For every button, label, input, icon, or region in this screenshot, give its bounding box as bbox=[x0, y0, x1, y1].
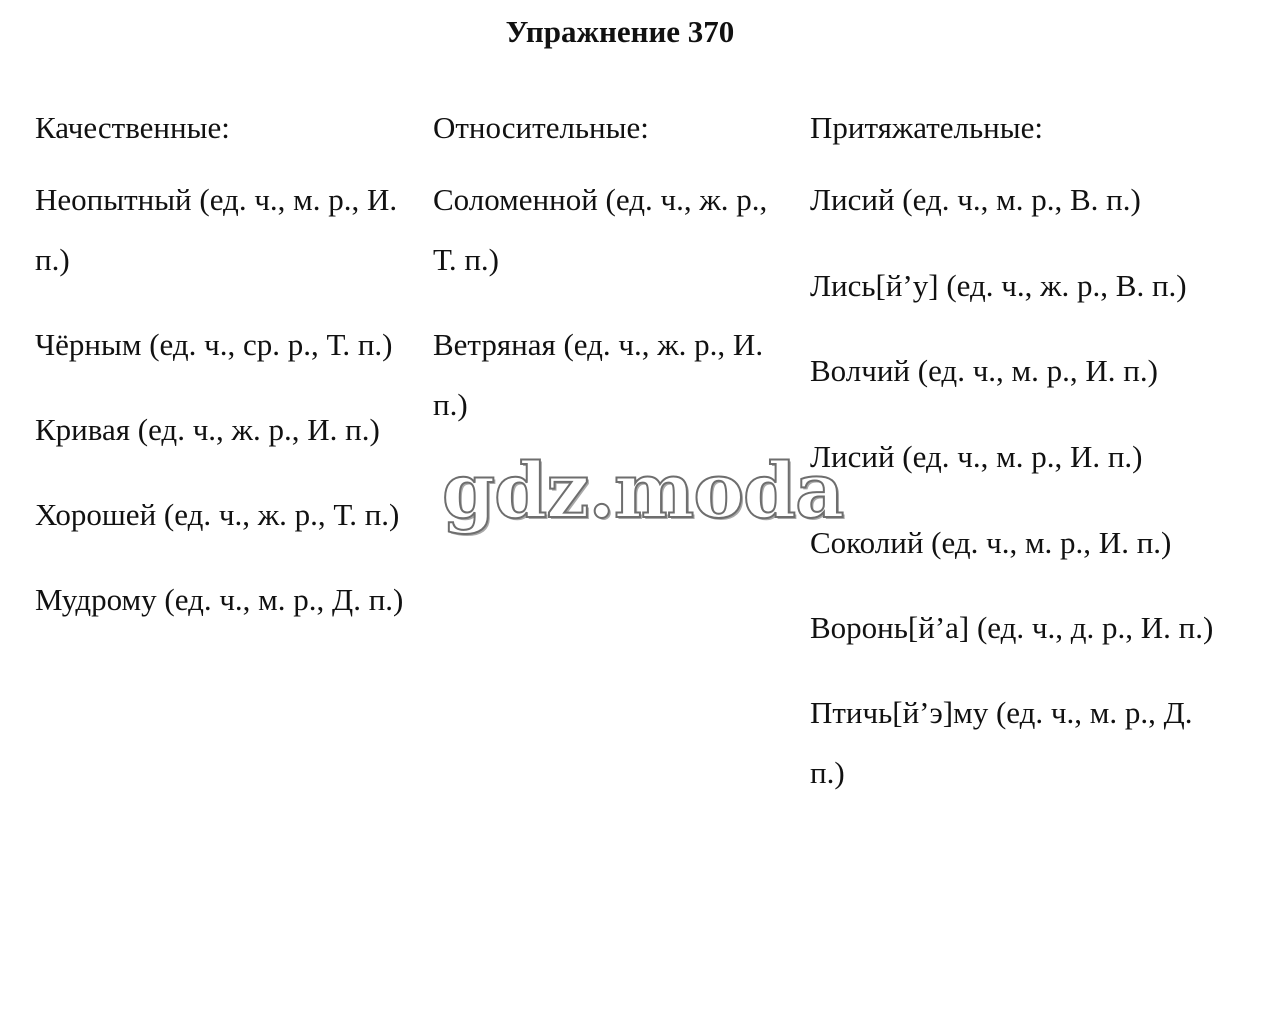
adjective-entry: Мудрому (ед. ч., м. р., Д. п.) bbox=[35, 582, 404, 617]
adjective-entry: Соколий (ед. ч., м. р., И. п.) bbox=[810, 525, 1172, 560]
adjective-entry: Лись[й’у] (ед. ч., ж. р., В. п.) bbox=[810, 268, 1187, 303]
adjective-entry: Соломенной (ед. ч., ж. р., Т. п.) bbox=[433, 182, 768, 277]
watermark: gdz.moda bbox=[442, 446, 844, 535]
adjective-entry: Чёрным (ед. ч., ср. р., Т. п.) bbox=[35, 327, 393, 362]
adjective-entry: Кривая (ед. ч., ж. р., И. п.) bbox=[35, 412, 380, 447]
column-relative bbox=[433, 98, 793, 460]
adjective-entry: Птичь[й’э]му (ед. ч., м. р., Д. п.) bbox=[810, 695, 1193, 790]
adjective-entry: Воронь[й’а] (ед. ч., д. р., И. п.) bbox=[810, 610, 1214, 645]
column-qualitative bbox=[35, 98, 420, 655]
column-possessive bbox=[810, 98, 1230, 828]
adjective-entry: Лисий (ед. ч., м. р., И. п.) bbox=[810, 439, 1143, 474]
adjective-entry: Хорошей (ед. ч., ж. р., Т. п.) bbox=[35, 497, 400, 532]
adjective-entry: Лисий (ед. ч., м. р., В. п.) bbox=[810, 182, 1141, 217]
adjective-entry: Волчий (ед. ч., м. р., И. п.) bbox=[810, 353, 1158, 388]
column-heading: Относительные: bbox=[433, 110, 649, 145]
column-heading: Притяжательные: bbox=[810, 110, 1043, 145]
column-heading: Качественные: bbox=[35, 110, 230, 145]
adjective-entry: Ветряная (ед. ч., ж. р., И. п.) bbox=[433, 327, 764, 422]
page-title: Упражнение 370 bbox=[505, 14, 735, 49]
adjective-entry: Неопытный (ед. ч., м. р., И. п.) bbox=[35, 182, 398, 277]
